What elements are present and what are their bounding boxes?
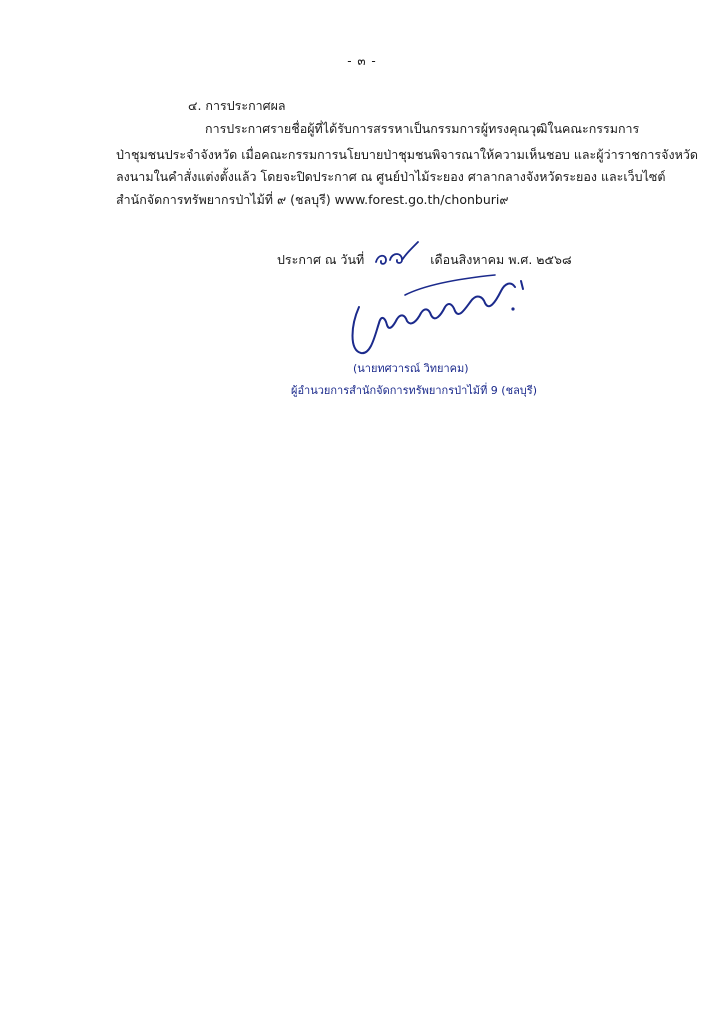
- section-heading: ๔. การประกาศผล: [188, 98, 286, 113]
- paragraph-line: ลงนามในคำสั่งแต่งตั้งแล้ว โดยจะปิดประกาศ ณ ศูนย์ป่าไม้ระยอง ศาลากลางจังหวัดระยอง และเว็บไซต์: [116, 169, 666, 184]
- paragraph-line: การประกาศรายชื่อผู้ที่ได้รับการสรรหาเป็นกรรมการผู้ทรงคุณวุฒิในคณะกรรมการ: [205, 121, 640, 136]
- announcement-prefix: ประกาศ ณ วันที่: [277, 252, 365, 267]
- page-number: - ๓ -: [347, 54, 377, 68]
- announcement-suffix: เดือนสิงหาคม พ.ศ. ๒๕๖๘: [430, 252, 572, 267]
- signer-title: ผู้อำนวยการสำนักจัดการทรัพยากรป่าไม้ที่ 9 (ชลบุรี): [291, 384, 537, 397]
- paragraph-line: สำนักจัดการทรัพยากรป่าไม้ที่ ๙ (ชลบุรี) www.forest.go.th/chonburi๙: [116, 192, 509, 207]
- paragraph-line: ป่าชุมชนประจำจังหวัด เมื่อคณะกรรมการนโยบายป่าชุมชนพิจารณาให้ความเห็นชอบ และผู้ว่าราชการจังหวัด: [116, 147, 698, 162]
- signer-name: (นายทศวารณ์ วิทยาคม): [353, 362, 469, 375]
